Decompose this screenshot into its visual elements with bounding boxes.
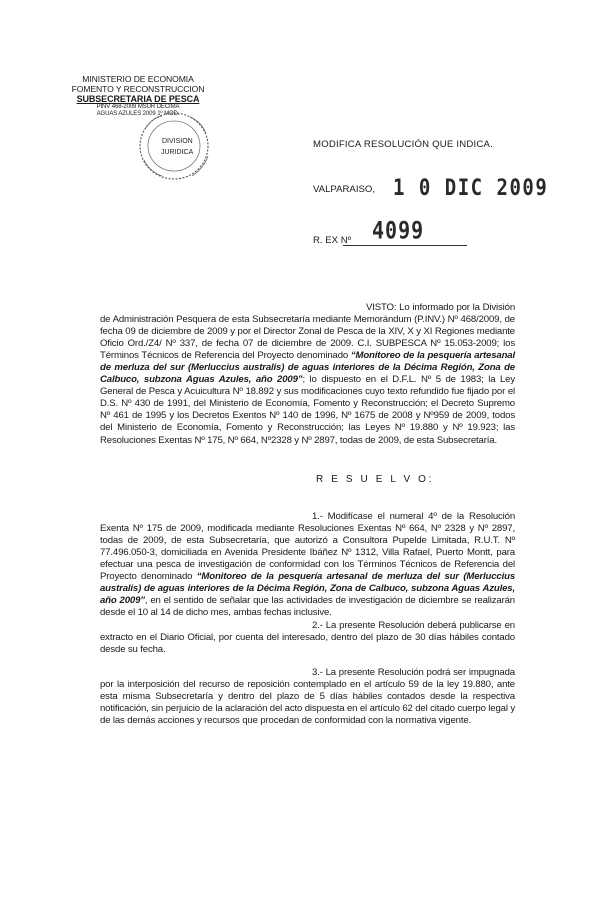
- subsecretaria-label: SUBSECRETARIA DE PESCA: [76, 94, 200, 104]
- visto-project-title: “Monitoreo de la pesquería artesanal de merluza del sur (Merluccius australis) de aguas interiores de la Décima Región, Zona de Calbuco, subzona Aguas Azules, año 2009”: [100, 350, 515, 386]
- visto-paragraph: [100, 302, 515, 447]
- item-1-text-a: 1.- Modifícase el numeral 4º de la Resolución Exenta Nº 175 de 2009, modificada mediante Resoluciones Exentas Nº 664, Nº 2328 y Nº 2897, todas de 2009, de esta Subsecretaría, que autorizó a Consultora Pupelde Limitada, R.U.T. Nº 77.496.050-3, domiciliada en Avenida Presidente Ibáñez Nº 1312, Villa Rafael, Puerto Montt, para efectuar una pesca de investigación de conformidad con los Términos Técnicos de Referencia del Proyecto denominado: [100, 511, 515, 583]
- date-stamp: 1 0 DIC 2009: [393, 175, 549, 201]
- seal-text-2: JURIDICA: [161, 149, 194, 156]
- reference-line-2: AGUAS AZULES 2009 1º MOD.: [96, 111, 180, 117]
- visto-text-1: VISTO: Lo informado por la División de Administración Pesquera de esta Subsecretaría mediante Memorándum (P.INV.) Nº 468/2009, de fecha 09 de diciembre de 2009 y por el Director Zonal de Pesca de la XIV, X y XI Regiones mediante Oficio Ord./Z4/ Nº 337, de fecha 07 de diciembre de 2009. C.I. SUBPESCA Nº 15.053-2009; los Términos Técnicos de Referencia del Proyecto denominado: [100, 302, 515, 362]
- item-2-text: 2.- La presente Resolución deberá publicarse en extracto en el Diario Oficial, por cuenta del interesado, dentro del plazo de 30 días hábiles contado desde su fecha.: [100, 620, 515, 656]
- document-title: MODIFICA RESOLUCIÓN QUE INDICA.: [313, 139, 493, 150]
- place-label: VALPARAISO,: [313, 184, 376, 195]
- item-1-paragraph: [100, 511, 515, 619]
- ministry-line-2: FOMENTO Y RECONSTRUCCION: [71, 84, 205, 94]
- division-juridica-seal-icon: [132, 108, 232, 182]
- resuelvo-heading: R E S U E L V O:: [316, 474, 434, 485]
- reference-line-1: PINV 468-2009 MSUR DECIMA: [96, 104, 180, 110]
- item-1-text-b: , en el sentido de señalar que las actividades de investigación de diciembre se realizarán desde el 10 al 14 de dicho mes, ambas fechas inclusive.: [100, 595, 515, 619]
- resolution-number-line: [343, 245, 467, 246]
- resolution-number-label: R. EX Nº: [313, 235, 352, 246]
- item-2-paragraph: [100, 620, 515, 656]
- seal-text-1: DIVISION: [162, 138, 193, 145]
- visto-text-2: ; lo dispuesto en el D.F.L. Nº 5 de 1983; la Ley General de Pesca y Acuicultura Nº 18.892 y sus modificaciones cuyo texto refundido fue fijado por el D.S. Nº 430 de 1991, del Ministerio de Economía, Fomento y Reconstrucción; el Decreto Supremo Nº 461 de 1995 y los Decretos Exentos Nº 140 de 1996, Nº 1675 de 2008 y Nº959 de 2009, todos del Ministerio de Economía, Fomento y Reconstrucción; las Leyes Nº 19.880 y Nº 19.923; las Resoluciones Exentas Nº 175, Nº 664, Nº2328 y Nº 2897, todas de 2009, de esta Subsecretaría.: [100, 374, 515, 446]
- item-1-project-title: “Monitoreo de la pesquería artesanal de merluza del sur (Merluccius australis) de aguas interiores de la Décima Región, Zona de Calbuco, subzona Aguas Azules, año 2009”: [100, 571, 515, 607]
- ministry-line-1: MINISTERIO DE ECONOMIA: [82, 74, 194, 84]
- item-3-text: 3.- La presente Resolución podrá ser impugnada por la interposición del recurso de reposición contemplado en el artículo 59 de la ley 19.880, ante esta misma Subsecretaría y dentro del plazo de 5 días hábiles contados desde la respectiva notificación, sin perjuicio de la aclaración del acto dispuesta en el artículo 62 del citado cuerpo legal y de las demás acciones y recursos que procedan de conformidad con la normativa vigente.: [100, 667, 515, 727]
- item-3-paragraph: [100, 667, 515, 727]
- resolution-number-stamp: 4099: [372, 215, 425, 245]
